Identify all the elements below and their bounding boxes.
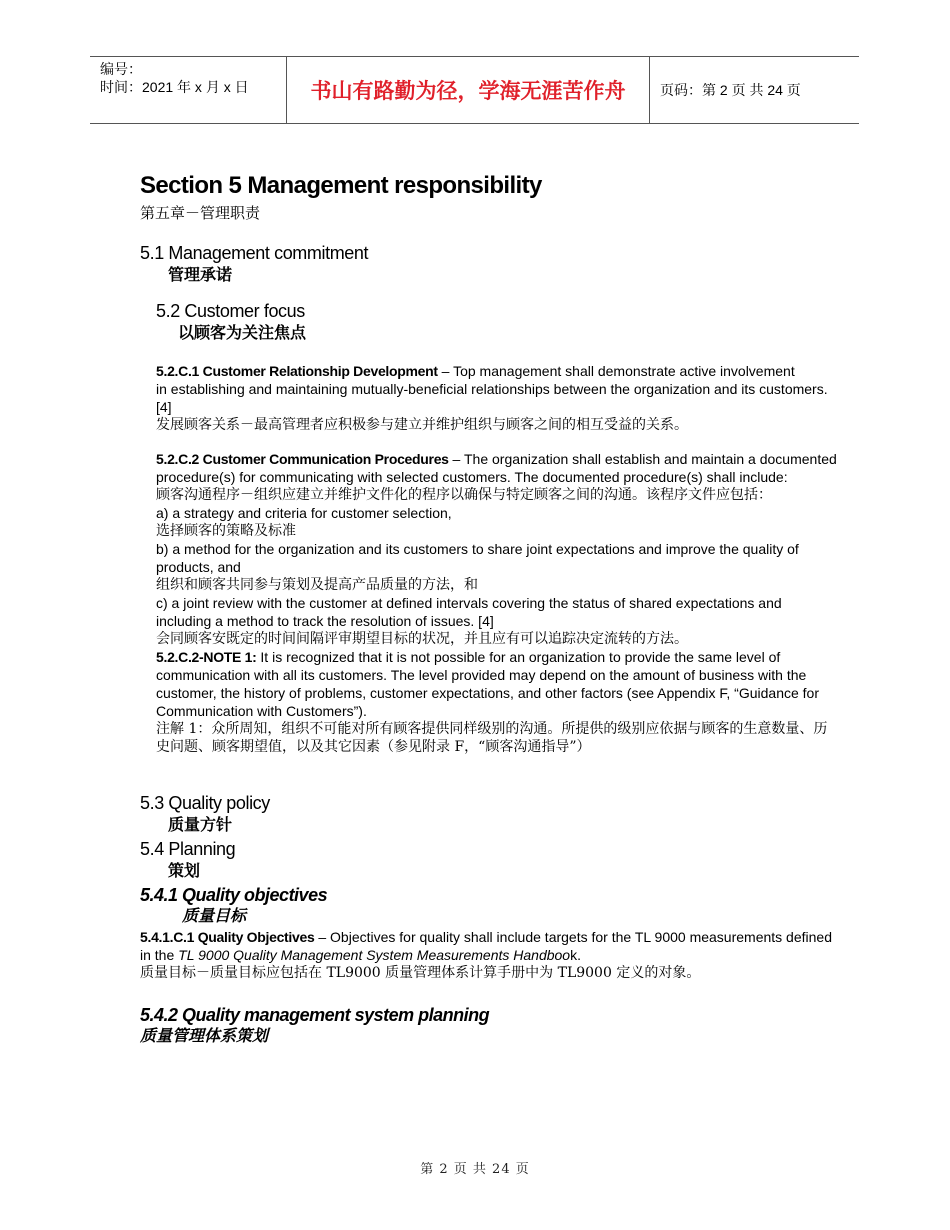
- clause-label: 5.4.1.C.1 Quality Objectives: [140, 929, 315, 945]
- clause-label: 5.2.C.2 Customer Communication Procedures: [156, 451, 449, 467]
- heading-5-4-2-cn: 质量管理体系策划: [140, 1028, 269, 1045]
- heading-5-4-2: 5.4.2 Quality management system planning: [140, 1005, 490, 1025]
- section-title-cn: 第五章－管理职责: [140, 204, 261, 222]
- section-title: Section 5 Management responsibility: [140, 172, 542, 199]
- heading-5-4-cn: 策划: [168, 863, 201, 880]
- header-page-info: 页码：第 2 页 共 24 页: [660, 82, 801, 98]
- heading-5-4: 5.4 Planning: [140, 839, 236, 859]
- time-label: 时间：: [100, 79, 142, 95]
- note-text: It is recognized that it is not possible for an organization to provide the same level of communication with all its customers. The level provided may depend on the amount of business with the customer, the history of problems, customer expectations, and other factors (see Appendix F, “Guidance for Communication with Customers”).: [156, 649, 819, 719]
- page-header: [90, 56, 859, 124]
- header-motto: 书山有路勤为径，学海无涯苦作舟: [286, 57, 650, 123]
- clause-tail: k.: [570, 947, 581, 963]
- list-item-c: c) a joint review with the customer at defined intervals covering the status of shared expectations and including a method to track the resolution of issues. [4]: [156, 595, 782, 629]
- clause-text-cont: in establishing and maintaining mutually-beneficial relationships between the organization and its customers. [4]: [156, 381, 828, 415]
- list-item-a: a) a strategy and criteria for customer selection,: [156, 505, 452, 521]
- page-footer: 第 2 页 共 24 页: [420, 1162, 530, 1177]
- clause-5-2-c1: [156, 362, 840, 434]
- number-label: 编号：: [100, 61, 142, 77]
- heading-5-2-cn: 以顾客为关注焦点: [178, 325, 307, 342]
- note-label: 5.2.C.2-NOTE 1:: [156, 649, 257, 665]
- clause-text: – Top management shall demonstrate active involvement: [437, 363, 795, 379]
- heading-5-2: 5.2 Customer focus: [156, 301, 305, 321]
- list-item-a-cn: 选择顾客的策略及标准: [156, 523, 296, 539]
- clause-5-2-c2: [156, 450, 840, 756]
- clause-text-cn: 发展顾客关系－最高管理者应积极参与建立并维护组织与顾客之间的相互受益的关系。: [156, 417, 688, 433]
- heading-5-4-1-cn: 质量目标: [182, 908, 247, 925]
- clause-5-4-1-c1: [140, 928, 840, 982]
- list-item-b: b) a method for the organization and its customers to share joint expectations and improve the quality of products, and: [156, 541, 799, 575]
- clause-text-cn: 质量目标－质量目标应包括在 TL9000 质量管理体系计算手册中为 TL9000 定义的对象。: [140, 965, 701, 981]
- list-item-b-cn: 组织和顾客共同参与策划及提高产品质量的方法，和: [156, 577, 478, 593]
- heading-5-3: 5.3 Quality policy: [140, 793, 270, 813]
- clause-text: – Objectives for quality shall include targets for the TL 9000 measurements defined in the: [140, 929, 832, 963]
- clause-text: – The organization shall establish and maintain a documented procedure(s) for communicating with selected customers. The documented procedure(s) shall include:: [156, 451, 837, 485]
- header-meta: [90, 57, 287, 123]
- heading-5-1: 5.1 Management commitment: [140, 243, 369, 263]
- note-text-cn: 注解 1：众所周知，组织不可能对所有顾客提供同样级别的沟通。所提供的级别应依据与顾客的生意数量、历史问题、顾客期望值，以及其它因素（参见附录 F，“顾客沟通指导”）: [156, 721, 828, 755]
- heading-5-4-1: 5.4.1 Quality objectives: [140, 885, 328, 905]
- handbook-title: TL 9000 Quality Management System Measurements Handboo: [178, 947, 571, 963]
- clause-label: 5.2.C.1 Customer Relationship Development: [156, 363, 438, 379]
- time-line: [100, 78, 287, 96]
- heading-5-3-cn: 质量方针: [168, 817, 233, 834]
- list-item-c-cn: 会同顾客安既定的时间间隔评审期望目标的状况，并且应有可以追踪决定流转的方法。: [156, 631, 688, 647]
- heading-5-1-cn: 管理承诺: [168, 267, 233, 284]
- document-body: [140, 170, 840, 1048]
- time-value: 2021 年 x 月 x 日: [142, 79, 249, 95]
- clause-text-cn: 顾客沟通程序－组织应建立并维护文件化的程序以确保与特定顾客之间的沟通。该程序文件应包括：: [156, 487, 772, 503]
